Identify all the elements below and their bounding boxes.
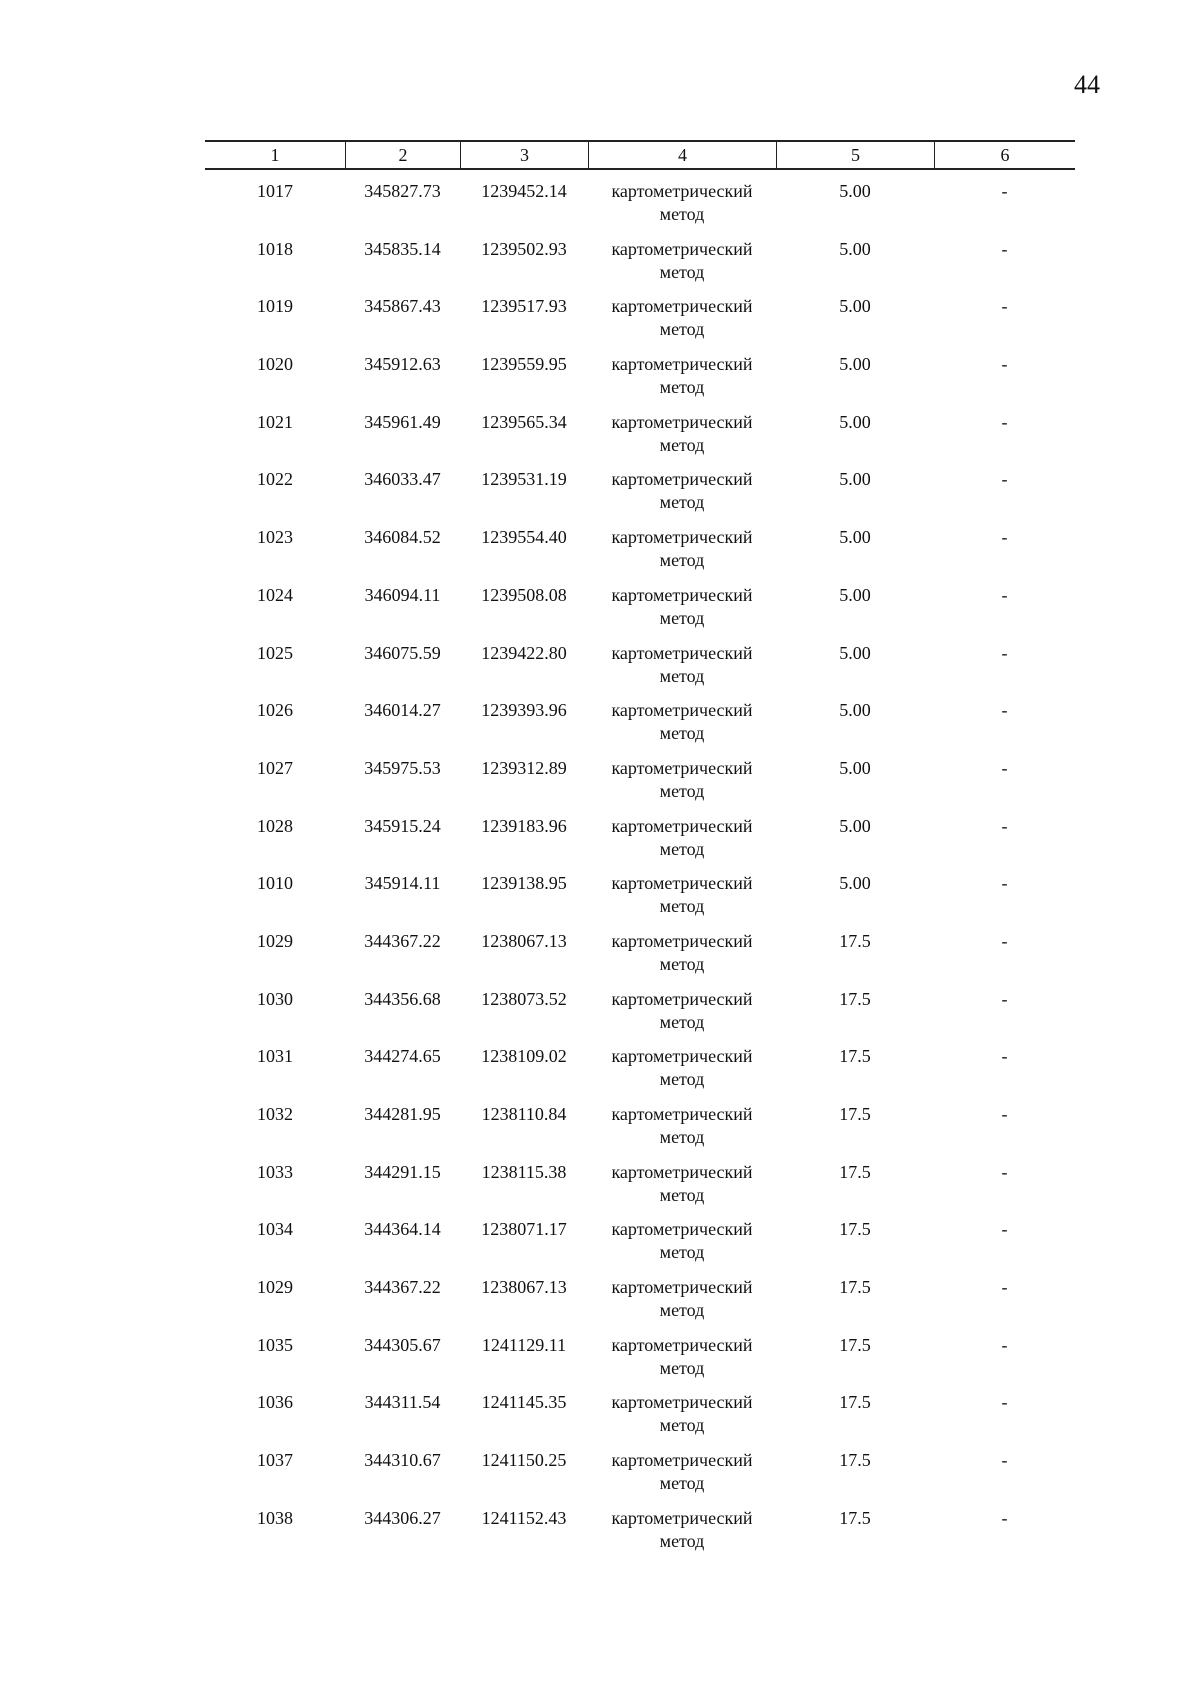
coordinate-x: 345912.63 <box>364 354 441 375</box>
coordinate-y: 1239138.95 <box>481 873 567 894</box>
note-value: - <box>1001 1277 1008 1298</box>
note-value: - <box>1001 642 1008 663</box>
table-row <box>205 1218 1075 1276</box>
accuracy-value: 5.00 <box>839 873 871 894</box>
note-value: - <box>1001 1219 1008 1240</box>
method-cell <box>588 180 776 238</box>
method-text-line1: картометрический <box>611 1161 753 1182</box>
coordinate-x: 344367.22 <box>364 930 441 951</box>
accuracy-value: 17.5 <box>839 1104 871 1124</box>
method-text-line2: метод <box>659 319 705 340</box>
method-text-line2: метод <box>659 953 705 974</box>
note-value: - <box>1001 1104 1008 1124</box>
method-cell <box>588 930 776 988</box>
table-row <box>205 353 1075 411</box>
table-row <box>205 295 1075 353</box>
accuracy-value: 17.5 <box>839 1450 871 1471</box>
point-number: 1023 <box>257 527 293 548</box>
coordinate-y: 1238110.84 <box>481 1104 567 1124</box>
accuracy-value: 5.00 <box>839 642 871 663</box>
coordinate-x: 346075.59 <box>364 642 441 663</box>
column-header-2: 2 <box>345 142 460 168</box>
note-value: - <box>1001 1450 1008 1471</box>
method-text-line2: метод <box>659 607 705 628</box>
coordinate-x: 344364.14 <box>364 1219 441 1240</box>
method-text-line2: метод <box>659 1127 705 1147</box>
point-number: 1034 <box>257 1219 293 1240</box>
accuracy-value: 5.00 <box>839 815 871 836</box>
method-cell <box>588 1045 776 1103</box>
point-number: 1038 <box>257 1507 293 1528</box>
method-text-line2: метод <box>659 261 705 282</box>
accuracy-value: 17.5 <box>839 1277 871 1298</box>
method-text-line1: картометрический <box>611 700 753 721</box>
table-row <box>205 526 1075 584</box>
coordinate-x: 346033.47 <box>364 469 441 490</box>
accuracy-value: 17.5 <box>839 1046 871 1067</box>
note-value: - <box>1001 181 1008 201</box>
method-cell <box>588 1449 776 1507</box>
method-text-line2: метод <box>659 1415 705 1436</box>
method-text-line2: метод <box>659 1184 705 1205</box>
coordinate-y: 1238109.02 <box>481 1046 567 1067</box>
method-cell <box>588 1276 776 1334</box>
point-number: 1018 <box>257 238 293 259</box>
method-cell <box>588 757 776 815</box>
method-cell <box>588 1507 776 1565</box>
method-text-line2: метод <box>659 838 705 859</box>
coordinate-y: 1241150.25 <box>481 1450 567 1471</box>
table-row <box>205 180 1075 238</box>
method-text-line2: метод <box>659 204 705 224</box>
note-value: - <box>1001 1507 1008 1528</box>
coordinate-x: 344310.67 <box>364 1450 441 1471</box>
accuracy-value: 5.00 <box>839 238 871 259</box>
method-text-line2: метод <box>659 1300 705 1321</box>
coordinate-y: 1239517.93 <box>481 296 567 317</box>
method-cell <box>588 353 776 411</box>
coordinate-y: 1238067.13 <box>481 930 567 951</box>
coordinate-x: 345975.53 <box>364 757 441 778</box>
method-cell <box>588 642 776 700</box>
point-number: 1020 <box>257 354 293 375</box>
coordinate-y: 1239183.96 <box>481 815 567 836</box>
table-row <box>205 584 1075 642</box>
note-value: - <box>1001 930 1008 951</box>
point-number: 1010 <box>257 873 293 894</box>
note-value: - <box>1001 296 1008 317</box>
accuracy-value: 5.00 <box>839 527 871 548</box>
point-number: 1019 <box>257 296 293 317</box>
coordinate-y: 1239559.95 <box>481 354 567 375</box>
method-text-line2: метод <box>659 377 705 398</box>
note-value: - <box>1001 700 1008 721</box>
coordinate-x: 345915.24 <box>364 815 441 836</box>
coordinate-x: 344305.67 <box>364 1334 441 1355</box>
coordinate-y: 1238115.38 <box>481 1161 567 1182</box>
accuracy-value: 17.5 <box>839 1161 871 1182</box>
note-value: - <box>1001 527 1008 548</box>
coordinate-x: 346094.11 <box>364 584 441 605</box>
coordinate-y: 1239312.89 <box>481 757 567 778</box>
method-text-line2: метод <box>659 1473 705 1494</box>
column-header-3: 3 <box>460 142 588 168</box>
coordinate-y: 1239531.19 <box>481 469 567 490</box>
note-value: - <box>1001 1161 1008 1182</box>
coordinate-x: 346084.52 <box>364 527 441 548</box>
method-text-line2: метод <box>659 723 705 744</box>
note-value: - <box>1001 1046 1008 1067</box>
accuracy-value: 5.00 <box>839 181 871 201</box>
column-header-6: 6 <box>934 142 1075 168</box>
coordinate-y: 1239452.14 <box>481 181 567 201</box>
method-text-line1: картометрический <box>611 1104 753 1124</box>
note-value: - <box>1001 873 1008 894</box>
coordinate-x: 346014.27 <box>364 700 441 721</box>
table-row <box>205 642 1075 700</box>
method-text-line2: метод <box>659 492 705 513</box>
point-number: 1033 <box>257 1161 293 1182</box>
method-cell <box>588 1103 776 1161</box>
coordinate-x: 344291.15 <box>364 1161 441 1182</box>
coordinate-x: 344274.65 <box>364 1046 441 1067</box>
table-row <box>205 1045 1075 1103</box>
table-row <box>205 988 1075 1046</box>
method-cell <box>588 872 776 930</box>
table-row <box>205 1276 1075 1334</box>
coordinate-x: 344311.54 <box>364 1392 441 1413</box>
method-text-line1: картометрический <box>611 1046 753 1067</box>
method-cell <box>588 699 776 757</box>
note-value: - <box>1001 354 1008 375</box>
accuracy-value: 5.00 <box>839 411 871 432</box>
coordinate-x: 345835.14 <box>364 238 441 259</box>
column-header-4: 4 <box>588 142 776 168</box>
method-cell <box>588 468 776 526</box>
coordinate-y: 1239565.34 <box>481 411 567 432</box>
method-text-line2: метод <box>659 780 705 801</box>
method-text-line1: картометрический <box>611 469 753 490</box>
accuracy-value: 5.00 <box>839 296 871 317</box>
coordinate-y: 1241152.43 <box>481 1507 567 1528</box>
point-number: 1036 <box>257 1392 293 1413</box>
coordinate-x: 344356.68 <box>364 988 441 1009</box>
table-row <box>205 815 1075 873</box>
point-number: 1028 <box>257 815 293 836</box>
note-value: - <box>1001 411 1008 432</box>
coordinates-table <box>205 140 1075 1565</box>
method-cell <box>588 1334 776 1392</box>
method-text-line2: метод <box>659 1357 705 1378</box>
accuracy-value: 5.00 <box>839 757 871 778</box>
table-row <box>205 238 1075 296</box>
point-number: 1037 <box>257 1450 293 1471</box>
method-text-line1: картометрический <box>611 1277 753 1298</box>
method-text-line2: метод <box>659 665 705 686</box>
coordinate-y: 1241129.11 <box>481 1334 567 1355</box>
table-row <box>205 1449 1075 1507</box>
coordinate-x: 345867.43 <box>364 296 441 317</box>
coordinate-x: 345914.11 <box>364 873 441 894</box>
table-row <box>205 1103 1075 1161</box>
point-number: 1025 <box>257 642 293 663</box>
method-text-line2: метод <box>659 1069 705 1090</box>
point-number: 1024 <box>257 584 293 605</box>
point-number: 1027 <box>257 757 293 778</box>
point-number: 1032 <box>257 1104 293 1124</box>
note-value: - <box>1001 757 1008 778</box>
point-number: 1031 <box>257 1046 293 1067</box>
method-text-line1: картометрический <box>611 296 753 317</box>
method-text-line1: картометрический <box>611 815 753 836</box>
table-row <box>205 930 1075 988</box>
method-text-line2: метод <box>659 1530 705 1551</box>
note-value: - <box>1001 815 1008 836</box>
table-row <box>205 1161 1075 1219</box>
method-text-line2: метод <box>659 896 705 917</box>
point-number: 1029 <box>257 930 293 951</box>
accuracy-value: 17.5 <box>839 1392 871 1413</box>
accuracy-value: 5.00 <box>839 354 871 375</box>
accuracy-value: 17.5 <box>839 988 871 1009</box>
point-number: 1029 <box>257 1277 293 1298</box>
accuracy-value: 17.5 <box>839 1219 871 1240</box>
note-value: - <box>1001 469 1008 490</box>
method-cell <box>588 295 776 353</box>
note-value: - <box>1001 238 1008 259</box>
column-header-1: 1 <box>270 145 280 165</box>
method-cell <box>588 1218 776 1276</box>
method-text-line1: картометрический <box>611 1392 753 1413</box>
coordinate-x: 345961.49 <box>364 411 441 432</box>
table-row <box>205 757 1075 815</box>
coordinate-y: 1239502.93 <box>481 238 567 259</box>
point-number: 1017 <box>257 181 293 201</box>
coordinate-y: 1238071.17 <box>481 1219 567 1240</box>
method-text-line1: картометрический <box>611 930 753 951</box>
coordinate-y: 1239554.40 <box>481 527 567 548</box>
method-cell <box>588 1391 776 1449</box>
accuracy-value: 5.00 <box>839 700 871 721</box>
coordinate-x: 344367.22 <box>364 1277 441 1298</box>
note-value: - <box>1001 988 1008 1009</box>
method-text-line1: картометрический <box>611 238 753 259</box>
method-text-line1: картометрический <box>611 642 753 663</box>
coordinate-x: 345827.73 <box>364 181 441 201</box>
method-text-line2: метод <box>659 1011 705 1032</box>
table-header <box>205 140 1075 170</box>
table-row <box>205 1334 1075 1392</box>
column-header-5: 5 <box>776 142 934 168</box>
table-row <box>205 411 1075 469</box>
method-text-line1: картометрический <box>611 584 753 605</box>
coordinate-y: 1239393.96 <box>481 700 567 721</box>
page-number: 44 <box>1074 70 1100 99</box>
coordinate-y: 1238067.13 <box>481 1277 567 1298</box>
note-value: - <box>1001 1392 1008 1413</box>
method-cell <box>588 411 776 469</box>
method-cell <box>588 988 776 1046</box>
method-text-line1: картометрический <box>611 1334 753 1355</box>
coordinate-y: 1238073.52 <box>481 988 567 1009</box>
method-text-line2: метод <box>659 1242 705 1263</box>
method-text-line1: картометрический <box>611 527 753 548</box>
point-number: 1030 <box>257 988 293 1009</box>
method-text-line1: картометрический <box>611 1507 753 1528</box>
table-row <box>205 468 1075 526</box>
method-text-line1: картометрический <box>611 757 753 778</box>
method-text-line1: картометрический <box>611 1219 753 1240</box>
table-row <box>205 872 1075 930</box>
method-cell <box>588 1161 776 1219</box>
method-text-line1: картометрический <box>611 354 753 375</box>
method-text-line1: картометрический <box>611 873 753 894</box>
accuracy-value: 17.5 <box>839 1334 871 1355</box>
method-text-line1: картометрический <box>611 1450 753 1471</box>
accuracy-value: 5.00 <box>839 584 871 605</box>
point-number: 1021 <box>257 411 293 432</box>
table-row <box>205 699 1075 757</box>
note-value: - <box>1001 584 1008 605</box>
note-value: - <box>1001 1334 1008 1355</box>
method-cell <box>588 526 776 584</box>
method-cell <box>588 238 776 296</box>
method-text-line1: картометрический <box>611 988 753 1009</box>
table-body <box>205 180 1075 1565</box>
accuracy-value: 17.5 <box>839 1507 871 1528</box>
coordinate-y: 1239508.08 <box>481 584 567 605</box>
accuracy-value: 5.00 <box>839 469 871 490</box>
coordinate-y: 1241145.35 <box>481 1392 567 1413</box>
coordinate-x: 344306.27 <box>364 1507 441 1528</box>
method-text-line2: метод <box>659 434 705 455</box>
table-row <box>205 1391 1075 1449</box>
coordinate-x: 344281.95 <box>364 1104 441 1124</box>
method-text-line1: картометрический <box>611 411 753 432</box>
method-cell <box>588 815 776 873</box>
table-row <box>205 1507 1075 1565</box>
method-text-line1: картометрический <box>611 181 753 201</box>
point-number: 1026 <box>257 700 293 721</box>
method-text-line2: метод <box>659 550 705 571</box>
point-number: 1035 <box>257 1334 293 1355</box>
point-number: 1022 <box>257 469 293 490</box>
accuracy-value: 17.5 <box>839 930 871 951</box>
method-cell <box>588 584 776 642</box>
coordinate-y: 1239422.80 <box>481 642 567 663</box>
